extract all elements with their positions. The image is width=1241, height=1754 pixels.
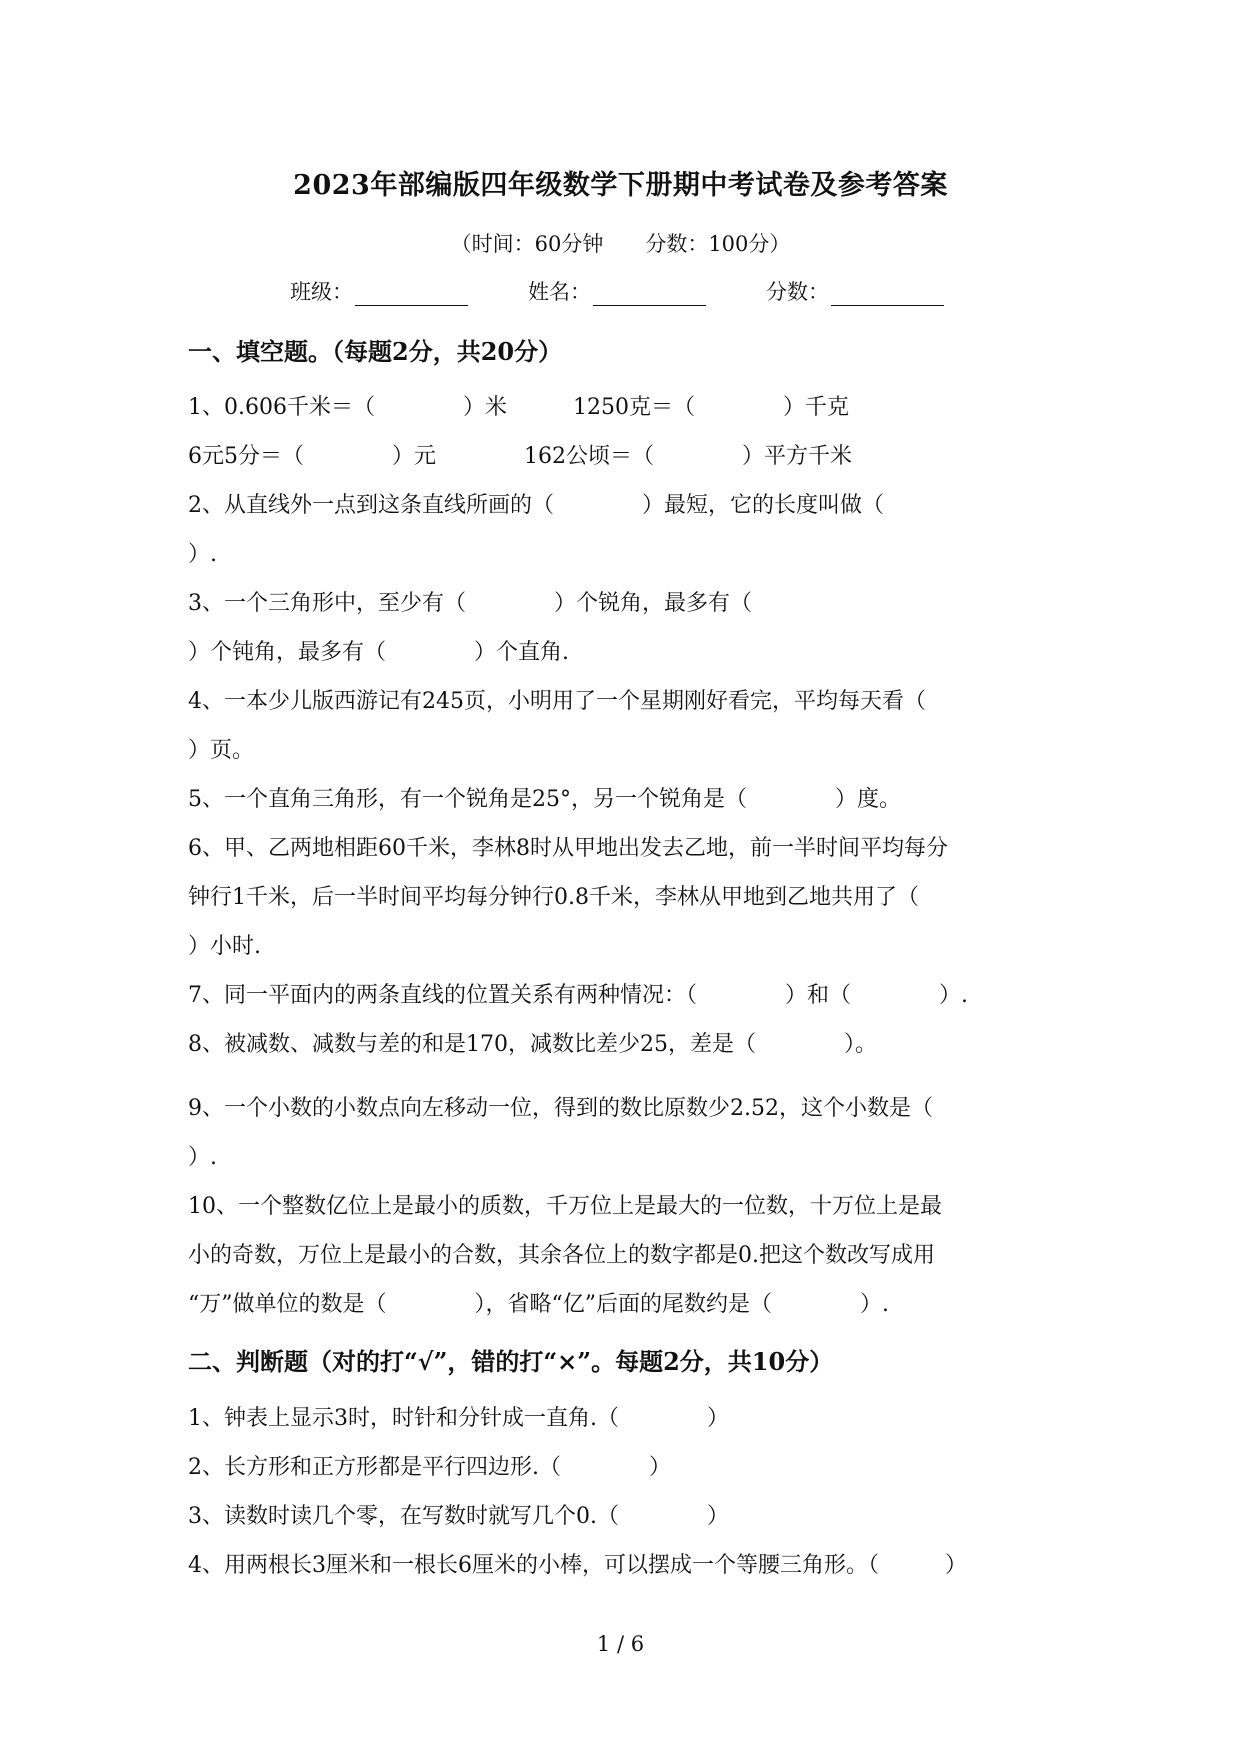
class-blank[interactable] [355, 281, 468, 306]
score-label: 分数： [766, 280, 829, 304]
question-line: 4、一本少儿版西游记有245页，小明用了一个星期刚好看完，平均每天看（ [188, 689, 926, 714]
question-line: 1、0.606千米＝（ ）米 1250克＝（ ）千克 [188, 395, 849, 420]
question-line: 7、同一平面内的两条直线的位置关系有两种情况：（ ）和（ ）. [188, 983, 968, 1008]
question-line: ）. [188, 1145, 217, 1170]
question-line: 小的奇数，万位上是最小的合数，其余各位上的数字都是0.把这个数改写成用 [188, 1243, 935, 1268]
question-line: 1、钟表上显示3时，时针和分针成一直角.（ ） [188, 1406, 729, 1431]
question-line: ）页。 [188, 738, 255, 763]
score-blank[interactable] [831, 281, 944, 306]
question-line: ）. [188, 542, 217, 567]
section-true-false-heading: 二、判断题（对的打“√”，错的打“×”。每题2分，共10分） [188, 1347, 834, 1376]
class-field [290, 276, 468, 306]
name-field [528, 276, 706, 306]
question-line: “万”做单位的数是（ ），省略“亿”后面的尾数约是（ ）. [188, 1292, 889, 1317]
question-line: 6、甲、乙两地相距60千米，李林8时从甲地出发去乙地，前一半时间平均每分 [188, 836, 948, 861]
question-line: 8、被减数、减数与差的和是170，减数比差少25，差是（ ）。 [188, 1032, 877, 1057]
question-line: 钟行1千米，后一半时间平均每分钟行0.8千米，李林从甲地到乙地共用了（ [188, 885, 919, 910]
section-fill-in-heading: 一、填空题。（每题2分，共20分） [188, 337, 563, 366]
exam-subtitle: （时间：60分钟 分数：100分） [450, 232, 791, 256]
question-line: ）小时. [188, 934, 261, 959]
name-blank[interactable] [593, 281, 706, 306]
class-label: 班级： [290, 280, 353, 304]
name-label: 姓名： [528, 280, 591, 304]
question-line: 2、长方形和正方形都是平行四边形.（ ） [188, 1455, 671, 1480]
score-field [766, 276, 944, 306]
exam-title: 2023年部编版四年级数学下册期中考试卷及参考答案 [293, 170, 948, 201]
question-line: 5、一个直角三角形，有一个锐角是25°，另一个锐角是（ ）度。 [188, 787, 901, 812]
question-line: 6元5分＝（ ）元 162公顷＝（ ）平方千米 [188, 444, 852, 469]
page-number: 1 / 6 [596, 1632, 645, 1656]
question-line: 2、从直线外一点到这条直线所画的（ ）最短，它的长度叫做（ [188, 493, 884, 518]
question-line: ）个钝角，最多有（ ）个直角. [188, 640, 569, 665]
question-line: 3、一个三角形中，至少有（ ）个锐角，最多有（ [188, 591, 752, 616]
question-line: 3、读数时读几个零，在写数时就写几个0.（ ） [188, 1504, 729, 1529]
question-line: 4、用两根长3厘米和一根长6厘米的小棒，可以摆成一个等腰三角形。（ ） [188, 1553, 967, 1578]
question-line: 10、一个整数亿位上是最小的质数，千万位上是最大的一位数，十万位上是最 [188, 1194, 942, 1219]
question-line: 9、一个小数的小数点向左移动一位，得到的数比原数少2.52，这个小数是（ [188, 1096, 933, 1121]
